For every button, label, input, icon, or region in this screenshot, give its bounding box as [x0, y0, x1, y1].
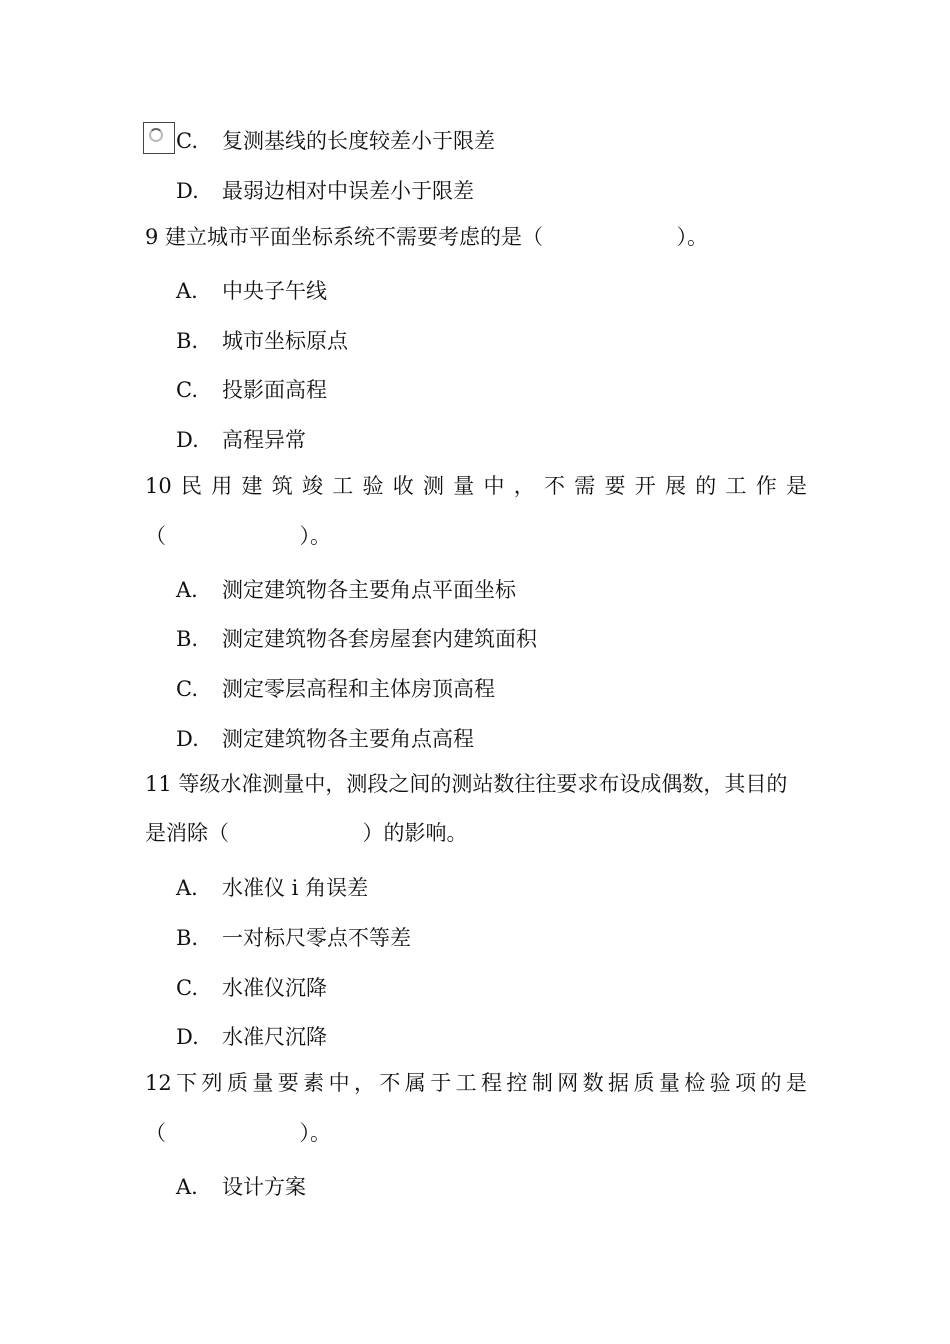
stem-char: 于 — [430, 1071, 452, 1095]
stem-char: 程 — [481, 1071, 503, 1095]
stem-char: 是 — [785, 1071, 807, 1095]
option-text: 测定建筑物各主要角点高程 — [222, 727, 474, 751]
stem-char: 中 — [483, 474, 505, 498]
option-letter: A. — [176, 578, 198, 602]
q10-option-a — [176, 577, 516, 603]
q9-option-b — [176, 328, 348, 354]
stem-char: 素 — [303, 1071, 325, 1095]
stem-char: 是 — [785, 474, 807, 498]
stem-char: 制 — [531, 1071, 553, 1095]
stem-char: 的 — [760, 1071, 782, 1095]
q9-option-d — [176, 427, 306, 453]
option-letter: B. — [176, 329, 199, 353]
option-text: 设计方案 — [222, 1175, 306, 1199]
option-letter: B. — [176, 926, 199, 950]
option-text: 高程异常 — [222, 428, 306, 452]
stem-char: 民 — [180, 474, 202, 498]
stem-char: 要 — [604, 474, 626, 498]
question-9-stem: 9 建立城市平面坐标系统不需要考虑的是（ ）。 — [145, 225, 709, 249]
stem-char: 需 — [574, 474, 596, 498]
option-text: 测定零层高程和主体房顶高程 — [222, 677, 495, 701]
stem-char: 质 — [633, 1071, 655, 1095]
stem-char: 属 — [404, 1071, 426, 1095]
stem-char: 工 — [725, 474, 747, 498]
stem-char: 工 — [455, 1071, 477, 1095]
stem-char: 据 — [608, 1071, 630, 1095]
q12-option-a — [176, 1174, 306, 1200]
option-text: 投影面高程 — [222, 378, 327, 402]
option-text: 城市坐标原点 — [222, 329, 348, 353]
q11-option-b — [176, 925, 411, 951]
q9-option-c — [176, 377, 327, 403]
q10-option-b — [176, 626, 537, 652]
stem-char: 质 — [226, 1071, 248, 1095]
question-11-stem-line2: 是消除（ ）的影响。 — [145, 821, 468, 845]
stem-char: 检 — [684, 1071, 706, 1095]
stem-char: 控 — [506, 1071, 528, 1095]
stem-char: 量 — [453, 474, 475, 498]
stem-char: 收 — [392, 474, 414, 498]
stem-char: ， — [353, 1071, 375, 1095]
stem-char: 中 — [328, 1071, 350, 1095]
question-10-stem-line2: （ ）。 — [145, 524, 332, 548]
question-12-stem-line1 — [145, 1070, 807, 1096]
stem-char: 量 — [658, 1071, 680, 1095]
stem-char: ， — [513, 474, 535, 498]
question-10-stem-line1 — [145, 473, 807, 499]
option-letter: C. — [176, 378, 198, 402]
stem-char: 数 — [582, 1071, 604, 1095]
stem-char: 量 — [252, 1071, 274, 1095]
option-text: 一对标尺零点不等差 — [222, 926, 411, 950]
option-letter: C. — [176, 677, 198, 701]
stem-char: 不 — [379, 1071, 401, 1095]
stem-char: 项 — [735, 1071, 757, 1095]
question-11-stem-line1: 11 等级水准测量中，测段之间的测站数往往要求布设成偶数，其目的 — [145, 772, 788, 796]
option-text: 中央子午线 — [222, 279, 327, 303]
option-letter: A. — [176, 876, 198, 900]
stem-char: 竣 — [301, 474, 323, 498]
stem-char: 展 — [664, 474, 686, 498]
q8-option-d — [176, 178, 474, 204]
option-text: 最弱边相对中误差小于限差 — [222, 179, 474, 203]
option-text: 复测基线的长度较差小于限差 — [222, 129, 495, 153]
option-text: 测定建筑物各套房屋套内建筑面积 — [222, 627, 537, 651]
stem-char: 开 — [634, 474, 656, 498]
q10-option-d — [176, 726, 474, 752]
stem-char: 不 — [543, 474, 565, 498]
option-text: 水准仪沉降 — [222, 976, 327, 1000]
stem-char: 建 — [241, 474, 263, 498]
option-letter: C. — [176, 129, 198, 153]
stem-char: 验 — [362, 474, 384, 498]
stem-char: 的 — [695, 474, 717, 498]
loading-spinner-icon — [149, 128, 163, 142]
stem-char: 测 — [422, 474, 444, 498]
stem-char: 下 — [176, 1071, 198, 1095]
image-placeholder-icon — [143, 122, 175, 154]
question-12-stem-line2: （ ）。 — [145, 1121, 332, 1145]
option-letter: D. — [176, 1025, 199, 1049]
stem-char: 要 — [277, 1071, 299, 1095]
stem-char: 筑 — [271, 474, 293, 498]
option-letter: C. — [176, 976, 198, 1000]
stem-char: 用 — [211, 474, 233, 498]
option-text: 测定建筑物各主要角点平面坐标 — [222, 578, 516, 602]
stem-char: 12 — [145, 1071, 172, 1095]
stem-char: 作 — [755, 474, 777, 498]
option-letter: B. — [176, 627, 199, 651]
option-text: 水准尺沉降 — [222, 1025, 327, 1049]
stem-char: 列 — [201, 1071, 223, 1095]
option-text: 水准仪 i 角误差 — [222, 876, 369, 900]
q10-option-c — [176, 676, 495, 702]
option-letter: A. — [176, 279, 198, 303]
option-letter: A. — [176, 1175, 198, 1199]
option-letter: D. — [176, 428, 199, 452]
stem-char: 验 — [709, 1071, 731, 1095]
stem-char: 工 — [332, 474, 354, 498]
option-letter: D. — [176, 727, 199, 751]
q8-option-c — [176, 128, 495, 154]
stem-char: 10 — [145, 474, 172, 498]
stem-char: 网 — [557, 1071, 579, 1095]
option-letter: D. — [176, 179, 199, 203]
q11-option-d — [176, 1024, 327, 1050]
q11-option-c — [176, 975, 327, 1001]
q9-option-a — [176, 278, 327, 304]
q11-option-a — [176, 875, 368, 901]
